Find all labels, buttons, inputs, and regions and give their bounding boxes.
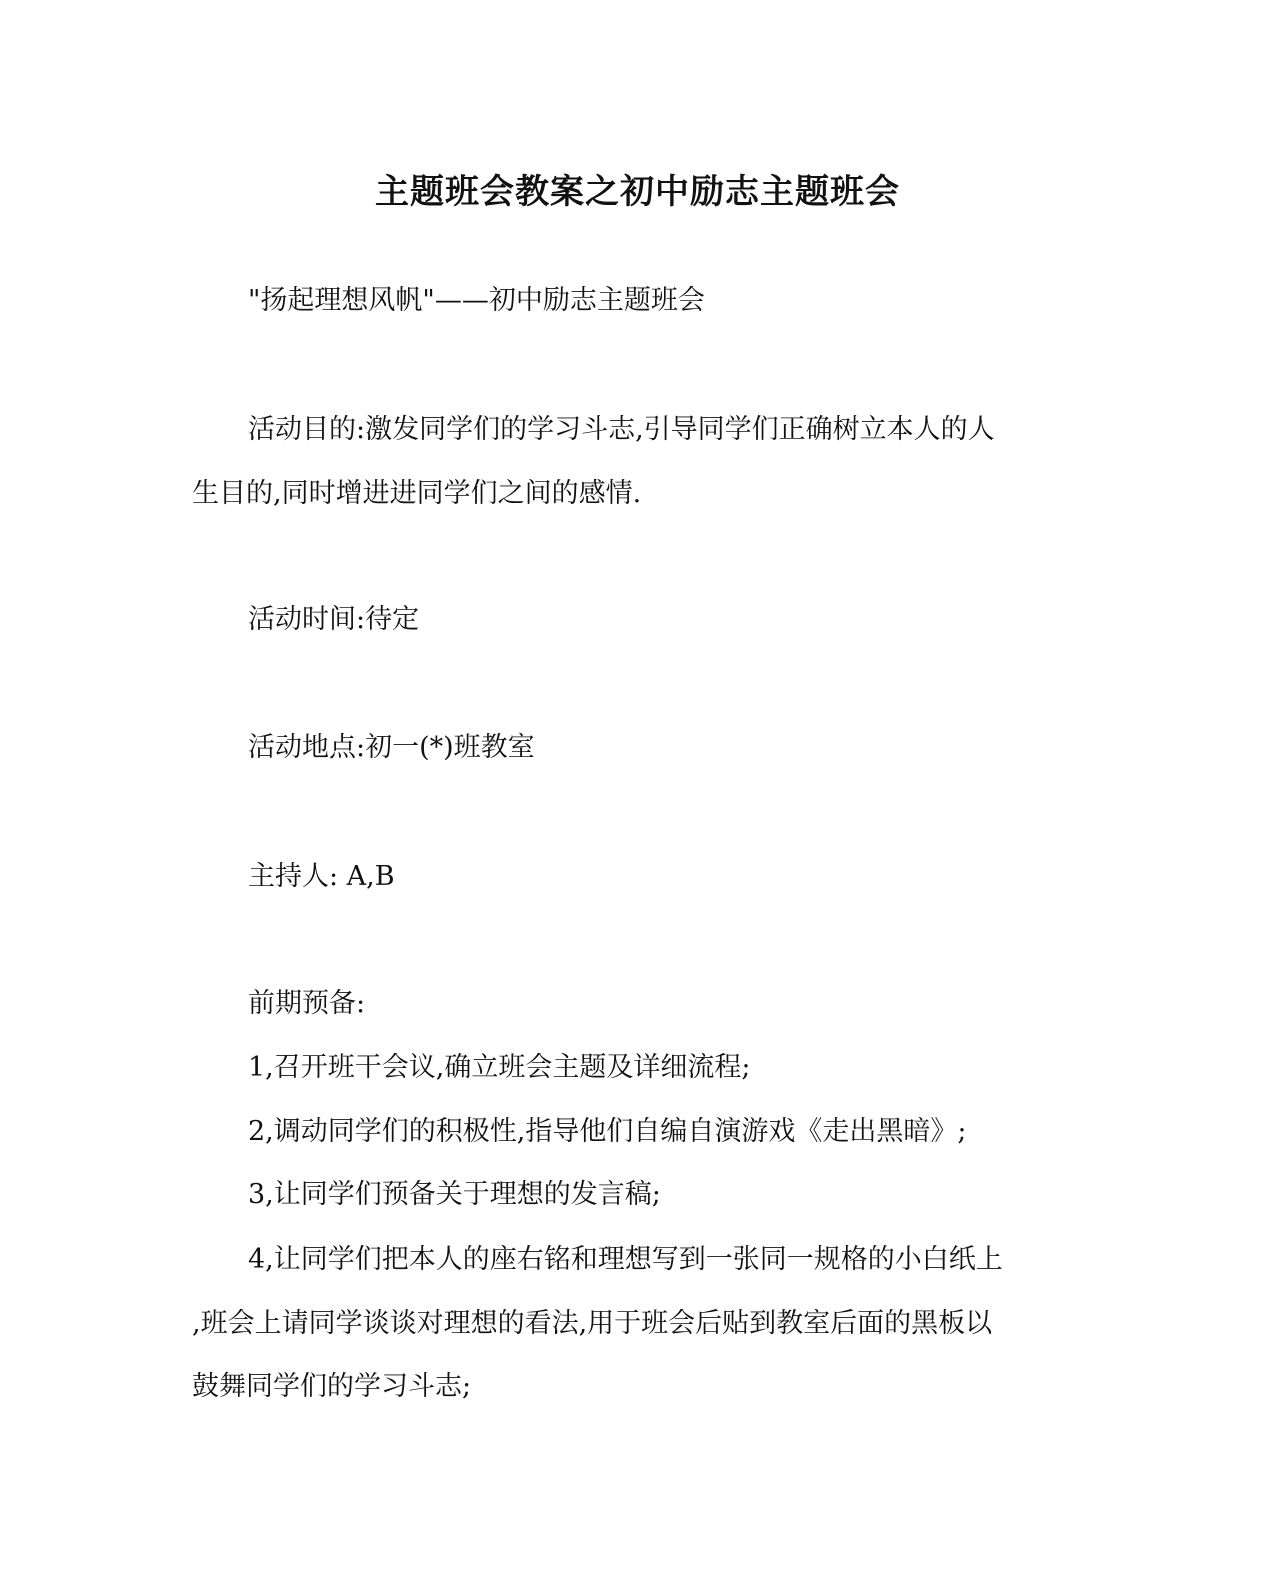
prep-item-4-line-2: ,班会上请同学谈谈对理想的看法,用于班会后贴到教室后面的黑板以 bbox=[192, 1308, 993, 1339]
purpose-line-2: 生目的,同时增进进同学们之间的感情. bbox=[192, 478, 642, 509]
host-line: 主持人: A,B bbox=[248, 861, 395, 892]
prep-item-1: 1,召开班干会议,确立班会主题及详细流程; bbox=[248, 1052, 751, 1083]
subtitle-line: "扬起理想风帆"——初中励志主题班会 bbox=[248, 285, 705, 316]
document-title: 主题班会教案之初中励志主题班会 bbox=[375, 172, 900, 212]
prep-item-2: 2,调动同学们的积极性,指导他们自编自演游戏《走出黑暗》; bbox=[248, 1116, 967, 1147]
prep-item-3: 3,让同学们预备关于理想的发言稿; bbox=[248, 1179, 661, 1210]
prep-heading: 前期预备: bbox=[248, 988, 366, 1019]
time-line: 活动时间:待定 bbox=[248, 604, 420, 635]
purpose-line-1: 活动目的:激发同学们的学习斗志,引导同学们正确树立本人的人 bbox=[248, 414, 995, 445]
prep-item-4-line-3: 鼓舞同学们的学习斗志; bbox=[192, 1371, 472, 1402]
prep-item-4-line-1: 4,让同学们把本人的座右铭和理想写到一张同一规格的小白纸上 bbox=[248, 1244, 1003, 1275]
location-line: 活动地点:初一(*)班教室 bbox=[248, 732, 535, 763]
